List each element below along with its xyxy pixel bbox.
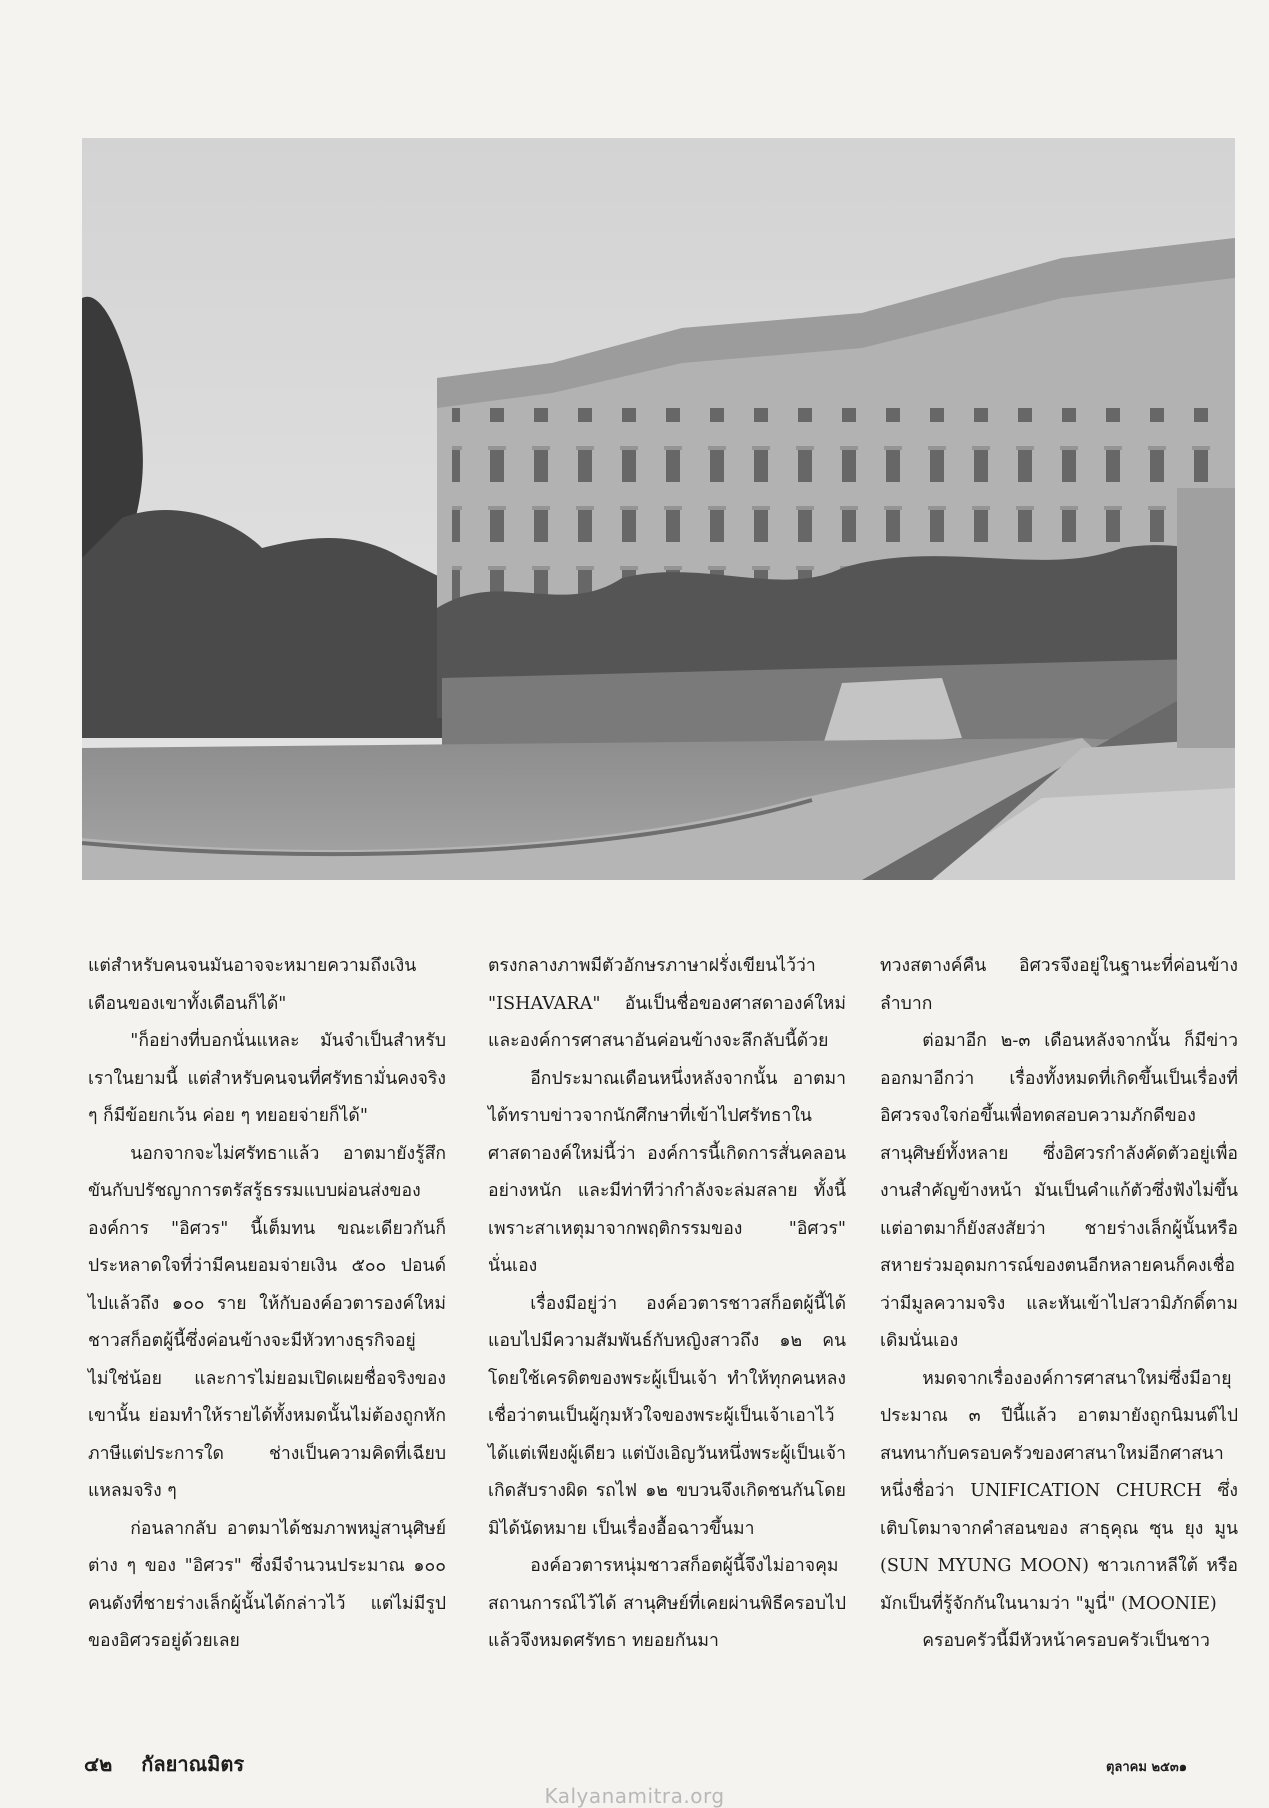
paragraph: องค์อวตารหนุ่มชาวสก็อตผู้นี้จึงไม่อาจคุมสถานการณ์ไว้ได้ สานุศิษย์ที่เคยผ่านพิธีครอบไปแล้วจึงหมดศรัทธา ทยอยกันมา — [488, 1556, 846, 1651]
paragraph: ก่อนลากลับ อาตมาได้ชมภาพหมู่สานุศิษย์ต่าง ๆ ของ "อิศวร" ซึ่งมีจำนวนประมาณ ๑๐๐ คนดังที่ชายร่างเล็กผู้นั้นได้กล่าวไว้ แต่ไม่มีรูปของอิศวรอยู่ด้วยเลย — [88, 1518, 446, 1651]
magazine-name: กัลยาณมิตร — [141, 1752, 245, 1776]
paragraph: ทวงสตางค์คืน อิศวรจึงอยู่ในฐานะที่ค่อนข้างลำบาก — [880, 956, 1238, 1014]
paragraph: หมดจากเรื่ององค์การศาสนาใหม่ซึ่งมีอายุประมาณ ๓ ปีนี้แล้ว อาตมายังถูกนิมนต์ไปสนทนากับครอบครัวของศาสนาใหม่อีกศาสนาหนึ่งชื่อว่า UNIFICATION CHURCH ซึ่งเติบโตมาจากคำสอนของ สาธุคุณ ซุน ยุง มูน (SUN MYUNG MOON) ชาวเกาหลีใต้ หรือมักเป็นที่รู้จักกันในนามว่า "มูนี่" (MOONIE) — [880, 1368, 1238, 1614]
building-photo — [82, 138, 1235, 880]
paragraph: ต่อมาอีก ๒-๓ เดือนหลังจากนั้น ก็มีข่าวออกมาอีกว่า เรื่องทั้งหมดที่เกิดขึ้นเป็นเรื่องที่อิศวรจงใจก่อขึ้นเพื่อทดสอบความภักดีของสานุศิษย์ทั้งหลาย ซึ่งอิศวรกำลังคัดตัวอยู่เพื่องานสำคัญข้างหน้า มันเป็นคำแก้ตัวซึ่งฟังไม่ขึ้น แต่อาตมาก็ยังสงสัยว่า ชายร่างเล็กผู้นั้นหรือสหายร่วมอุดมการณ์ของตนอีกหลายคนก็คงเชื่อว่ามีมูลความจริง และหันเข้าไปสวามิภักดิ์ตามเดิมนั่นเอง — [880, 1031, 1238, 1351]
footer-left — [84, 1748, 266, 1780]
paragraph: อีกประมาณเดือนหนึ่งหลังจากนั้น อาตมาได้ทราบข่าวจากนักศึกษาที่เข้าไปศรัทธาในศาสดาองค์ใหม่นี้ว่า องค์การนี้เกิดการสั่นคลอนอย่างหนัก และมีท่าทีว่ากำลังจะล่มสลาย ทั้งนี้เพราะสาเหตุมาจากพฤติกรรมของ "อิศวร" นั่นเอง — [488, 1068, 846, 1276]
text-column-1 — [88, 948, 446, 1661]
paragraph: "ก็อย่างที่บอกนั่นแหละ มันจำเป็นสำหรับเราในยามนี้ แต่สำหรับคนจนที่ศรัทธามั่นคงจริง ๆ ก็มีข้อยกเว้น ค่อย ๆ ทยอยจ่ายก็ได้" — [88, 1031, 446, 1126]
building-photo-drawing — [82, 138, 1235, 880]
issue-date: ตุลาคม ๒๕๓๑ — [1105, 1760, 1187, 1775]
page-number: ๔๒ — [84, 1752, 113, 1776]
paragraph: ตรงกลางภาพมีตัวอักษรภาษาฝรั่งเขียนไว้ว่า "ISHAVARA" อันเป็นชื่อของศาสดาองค์ใหม่และองค์การศาสนาอันค่อนข้างจะลึกลับนี้ด้วย — [488, 956, 846, 1051]
text-column-3 — [880, 948, 1238, 1661]
watermark: Kalyanamitra.org — [544, 1784, 725, 1808]
paragraph: เรื่องมีอยู่ว่า องค์อวตารชาวสก็อตผู้นี้ได้แอบไปมีความสัมพันธ์กับหญิงสาวถึง ๑๒ คน โดยใช้เครดิตของพระผู้เป็นเจ้า ทำให้ทุกคนหลงเชื่อว่าตนเป็นผู้กุมหัวใจของพระผู้เป็นเจ้าเอาไว้ได้แต่เพียงผู้เดียว แต่บังเอิญวันหนึ่งพระผู้เป็นเจ้าเกิดสับรางผิด รถไฟ ๑๒ ขบวนจึงเกิดชนกันโดยมิได้นัดหมาย เป็นเรื่องอื้อฉาวขึ้นมา — [488, 1293, 846, 1539]
text-column-2 — [488, 948, 846, 1661]
paragraph: นอกจากจะไม่ศรัทธาแล้ว อาตมายังรู้สึกขันกับปรัชญาการตรัสรู้ธรรมแบบผ่อนส่งขององค์การ "อิศวร" นี้เต็มทน ขณะเดียวกันก็ประหลาดใจที่ว่ามีคนยอมจ่ายเงิน ๕๐๐ ปอนด์ไปแล้วถึง ๑๐๐ ราย ให้กับองค์อวตารองค์ใหม่ชาวสก็อตผู้นี้ซึ่งค่อนข้างจะมีหัวทางธุรกิจอยู่ไม่ใช่น้อย และการไม่ยอมเปิดเผยชื่อจริงของเขานั้น ย่อมทำให้รายได้ทั้งหมดนั้นไม่ต้องถูกหักภาษีแต่ประการใด ช่างเป็นความคิดที่เฉียบแหลมจริง ๆ — [88, 1143, 446, 1501]
paragraph: ครอบครัวนี้มีหัวหน้าครอบครัวเป็นชาว — [922, 1631, 1210, 1651]
paragraph: แต่สำหรับคนจนมันอาจจะหมายความถึงเงินเดือนของเขาทั้งเดือนก็ได้" — [88, 956, 417, 1014]
